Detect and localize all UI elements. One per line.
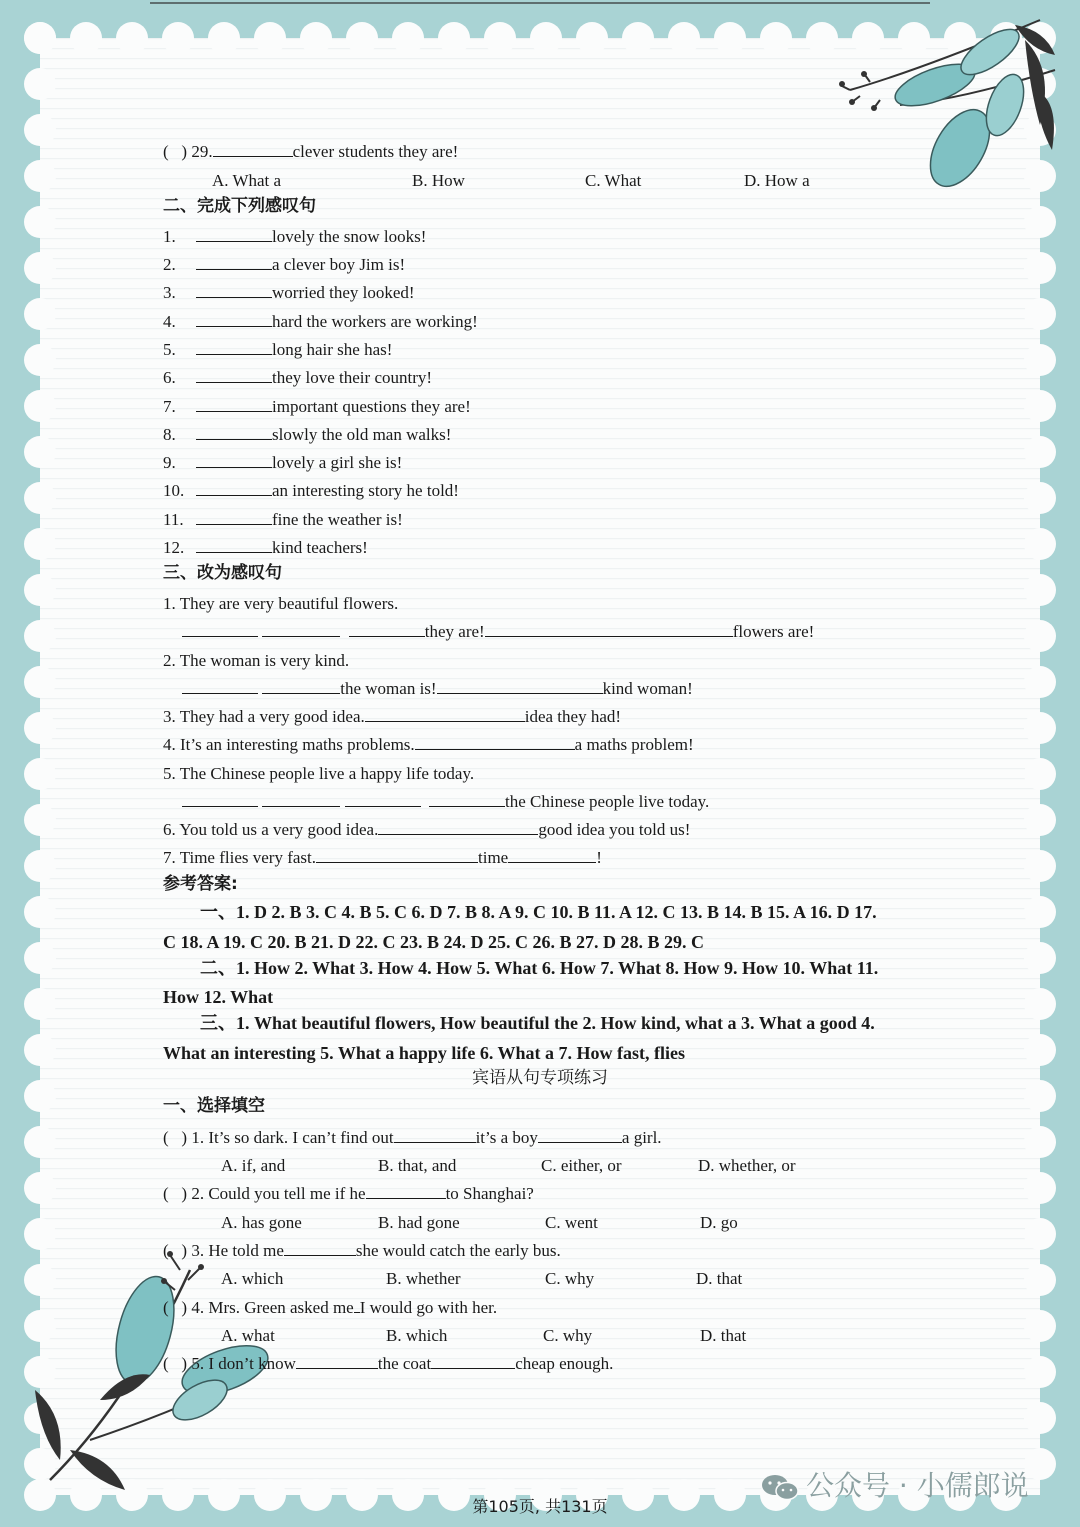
blank [196,425,272,440]
mc4-option-b: B. which [386,1326,448,1345]
blank [262,679,340,694]
item-number: 6. [163,368,176,387]
mc1-option-d: D. whether, or [698,1156,796,1175]
mc2-option-b: B. had gone [378,1213,460,1232]
blank [296,1354,378,1369]
mc3-option-d: D. that [696,1269,743,1288]
item-text: an interesting story he told! [272,481,459,500]
item-number: 10. [163,481,185,500]
option-d: D. How a [744,171,810,190]
rewrite-sentence-3: 3. They had a very good idea. idea they had! [163,707,622,726]
exclamation-item [163,226,426,248]
blank [196,368,272,383]
item-number: 11. [163,510,184,529]
option-a: A. What a [212,171,282,190]
item-text: fine the weather is! [272,510,403,529]
mc2-option-d: D. go [700,1213,738,1232]
mc1-option-b: B. that, and [378,1156,457,1175]
item-number: 3. [163,283,176,302]
exclamation-item [163,480,459,502]
blank [431,1354,515,1369]
rewrite-answer-2: the woman is! kind woman! [182,678,693,700]
item-text: kind teachers! [272,538,368,557]
blank [196,538,272,553]
item-number: 8. [163,425,176,444]
blank [213,142,293,157]
item-text: important questions they are! [272,397,471,416]
answer-bracket: ( [163,142,169,161]
rewrite-answer-5: the Chinese people live today. [182,791,709,813]
exclamation-item [163,254,405,276]
exclamation-item [163,396,471,418]
blank [485,622,733,637]
mc3-option-b: B. whether [386,1269,461,1288]
item-text: a clever boy Jim is! [272,255,406,274]
answers-title: 参考答案: [163,874,238,894]
exclamation-item [163,452,402,474]
exclamation-item [163,509,403,531]
blank [365,707,525,722]
blank [349,622,425,637]
blank [262,622,340,637]
blank [196,255,272,270]
item-text: worried they looked! [272,283,415,302]
answer-bracket-close: ) [181,142,188,161]
blank [196,481,272,496]
mc4-option-c: C. why [543,1326,593,1345]
mc-question-5: ( ) 5. I don’t know the coat cheap enough. [163,1354,614,1373]
section-3-title: 三、改为感叹句 [163,563,282,583]
answers-line-4: How 12. What [163,987,274,1007]
item-text: hard the workers are working! [272,312,478,331]
item-number: 12. [163,538,185,557]
question-number: 29. [191,142,213,161]
option-c: C. What [585,171,642,190]
item-text: lovely a girl she is! [272,453,403,472]
wechat-icon [760,1472,800,1502]
blank [429,792,505,807]
mc-question-1: ( ) 1. It’s so dark. I can’t find out it’s a boy a girl. [163,1128,662,1147]
rewrite-sentence-2: 2. The woman is very kind. [163,651,350,670]
blank [345,792,421,807]
mc-question-2: ( ) 2. Could you tell me if he to Shanghai? [163,1184,534,1203]
page-footer: 第105页, 共131页 [472,1497,608,1516]
blank [316,848,478,863]
blank [508,848,596,863]
item-text: lovely the snow looks! [272,227,427,246]
item-number: 2. [163,255,176,274]
mc3-option-c: C. why [545,1269,595,1288]
item-number: 5. [163,340,176,359]
blank [196,397,272,412]
blank [182,622,258,637]
question-29 [163,141,458,163]
question-text: clever students they are! [292,142,459,161]
blank [262,792,340,807]
blank [538,1128,622,1143]
answers-line-6: What an interesting 5. What a happy life 6. What a 7. How fast, flies [163,1043,686,1063]
item-text: slowly the old man walks! [272,425,452,444]
exclamation-item [163,367,432,389]
blank [394,1128,476,1143]
answers-line-1: 一、1. D 2. B 3. C 4. B 5. C 6. D 7. B 8. A 9. C 10. B 11. A 12. C 13. B 14. B 15. A 16. D 17. [200,902,877,922]
part-2-section-title: 一、选择填空 [163,1096,265,1116]
section-2-title: 二、完成下列感叹句 [163,196,316,216]
exclamation-item [163,537,368,559]
item-number: 7. [163,397,176,416]
option-b: B. How [412,171,465,190]
mc4-option-d: D. that [700,1326,747,1345]
answers-line-2: C 18. A 19. C 20. B 21. D 22. C 23. B 24. D 25. C 26. B 27. D 28. B 29. C [163,932,705,952]
blank [284,1241,356,1256]
mc3-option-a: A. which [221,1269,284,1288]
item-text: they love their country! [272,368,433,387]
exclamation-item [163,311,478,333]
mc-question-4: ( ) 4. Mrs. Green asked me I would go with her. [163,1298,498,1317]
exclamation-item [163,424,451,446]
rewrite-sentence-6: 6. You told us a very good idea. good idea you told us! [163,820,691,839]
watermark-text: 公众号 · 小儒郎说 [806,1469,1029,1502]
blank [196,340,272,355]
answers-line-5: 三、1. What beautiful flowers, How beautiful the 2. How kind, what a 3. What a good 4. [200,1013,875,1033]
rewrite-sentence-4: 4. It’s an interesting maths problems. a maths problem! [163,735,694,754]
blank [366,1184,446,1199]
item-number: 1. [163,227,176,246]
blank [196,510,272,525]
mc1-option-a: A. if, and [221,1156,286,1175]
blank [378,820,538,835]
blank [196,453,272,468]
blank [196,227,272,242]
blank [196,312,272,327]
mc-question-3: ( ) 3. He told me she would catch the early bus. [163,1241,561,1260]
blank [437,679,603,694]
item-number: 9. [163,453,176,472]
mc2-option-c: C. went [545,1213,598,1232]
blank [182,679,258,694]
mc2-option-a: A. has gone [221,1213,302,1232]
rewrite-answer-1: they are! flowers are! [182,621,814,643]
mc1-option-c: C. either, or [541,1156,622,1175]
part-2-heading: 宾语从句专项练习 [472,1068,608,1088]
blank [182,792,258,807]
rewrite-sentence-1: 1. They are very beautiful flowers. [163,594,399,613]
item-number: 4. [163,312,176,331]
mc4-option-a: A. what [221,1326,275,1345]
watermark [760,1464,1029,1504]
exclamation-item [163,339,392,361]
answers-line-3: 二、1. How 2. What 3. How 4. How 5. What 6. How 7. What 8. How 9. How 10. What 11. [200,958,879,978]
blank [196,283,272,298]
rewrite-sentence-5: 5. The Chinese people live a happy life today. [163,764,475,783]
blank [415,735,575,750]
rewrite-sentence-7: 7. Time flies very fast. time ! [163,848,602,867]
item-text: long hair she has! [272,340,393,359]
exclamation-item [163,282,415,304]
